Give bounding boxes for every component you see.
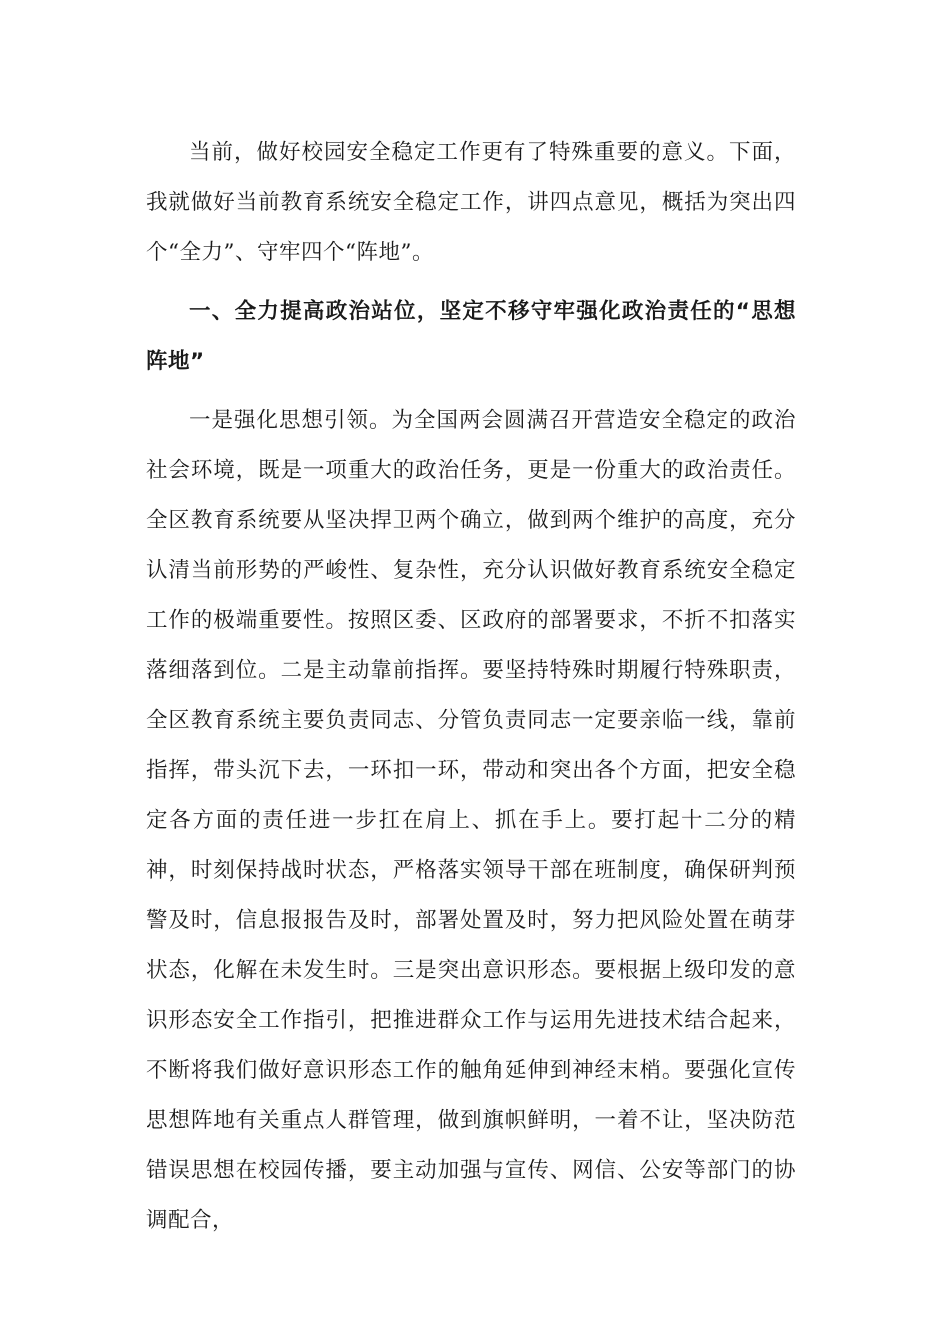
paragraph-spacer: [146, 387, 796, 396]
paragraph-spacer: [146, 278, 796, 287]
document-body: [146, 128, 796, 1246]
section-1-heading: 一、全力提高政治站位，坚定不移守牢强化政治责任的“思想阵地”: [146, 299, 796, 374]
section-1-body: 一是强化思想引领。为全国两会圆满召开营造安全稳定的政治社会环境，既是一项重大的政治任务，更是一份重大的政治责任。全区教育系统要从坚决捍卫两个确立，做到两个维护的高度，充分认清当前形势的严峻性、复杂性，充分认识做好教育系统安全稳定工作的极端重要性。按照区委、区政府的部署要求，不折不扣落实落细落到位。二是主动靠前指挥。要坚持特殊时期履行特殊职责，全区教育系统主要负责同志、分管负责同志一定要亲临一线，靠前指挥，带头沉下去，一环扣一环，带动和突出各个方面，把安全稳定各方面的责任进一步扛在肩上、抓在手上。要打起十二分的精神，时刻保持战时状态，严格落实领导干部在班制度，确保研判预警及时，信息报报告及时，部署处置及时，努力把风险处置在萌芽状态，化解在未发生时。三是突出意识形态。要根据上级印发的意识形态安全工作指引，把推进群众工作与运用先进技术结合起来，不断将我们做好意识形态工作的触角延伸到神经末梢。要强化宣传思想阵地有关重点人群管理，做到旗帜鲜明，一着不让，坚决防范错误思想在校园传播，要主动加强与宣传、网信、公安等部门的协调配合，: [146, 408, 796, 1233]
intro-paragraph: 当前，做好校园安全稳定工作更有了特殊重要的意义。下面，我就做好当前教育系统安全稳定工作，讲四点意见，概括为突出四个“全力”、守牢四个“阵地”。: [146, 140, 796, 265]
